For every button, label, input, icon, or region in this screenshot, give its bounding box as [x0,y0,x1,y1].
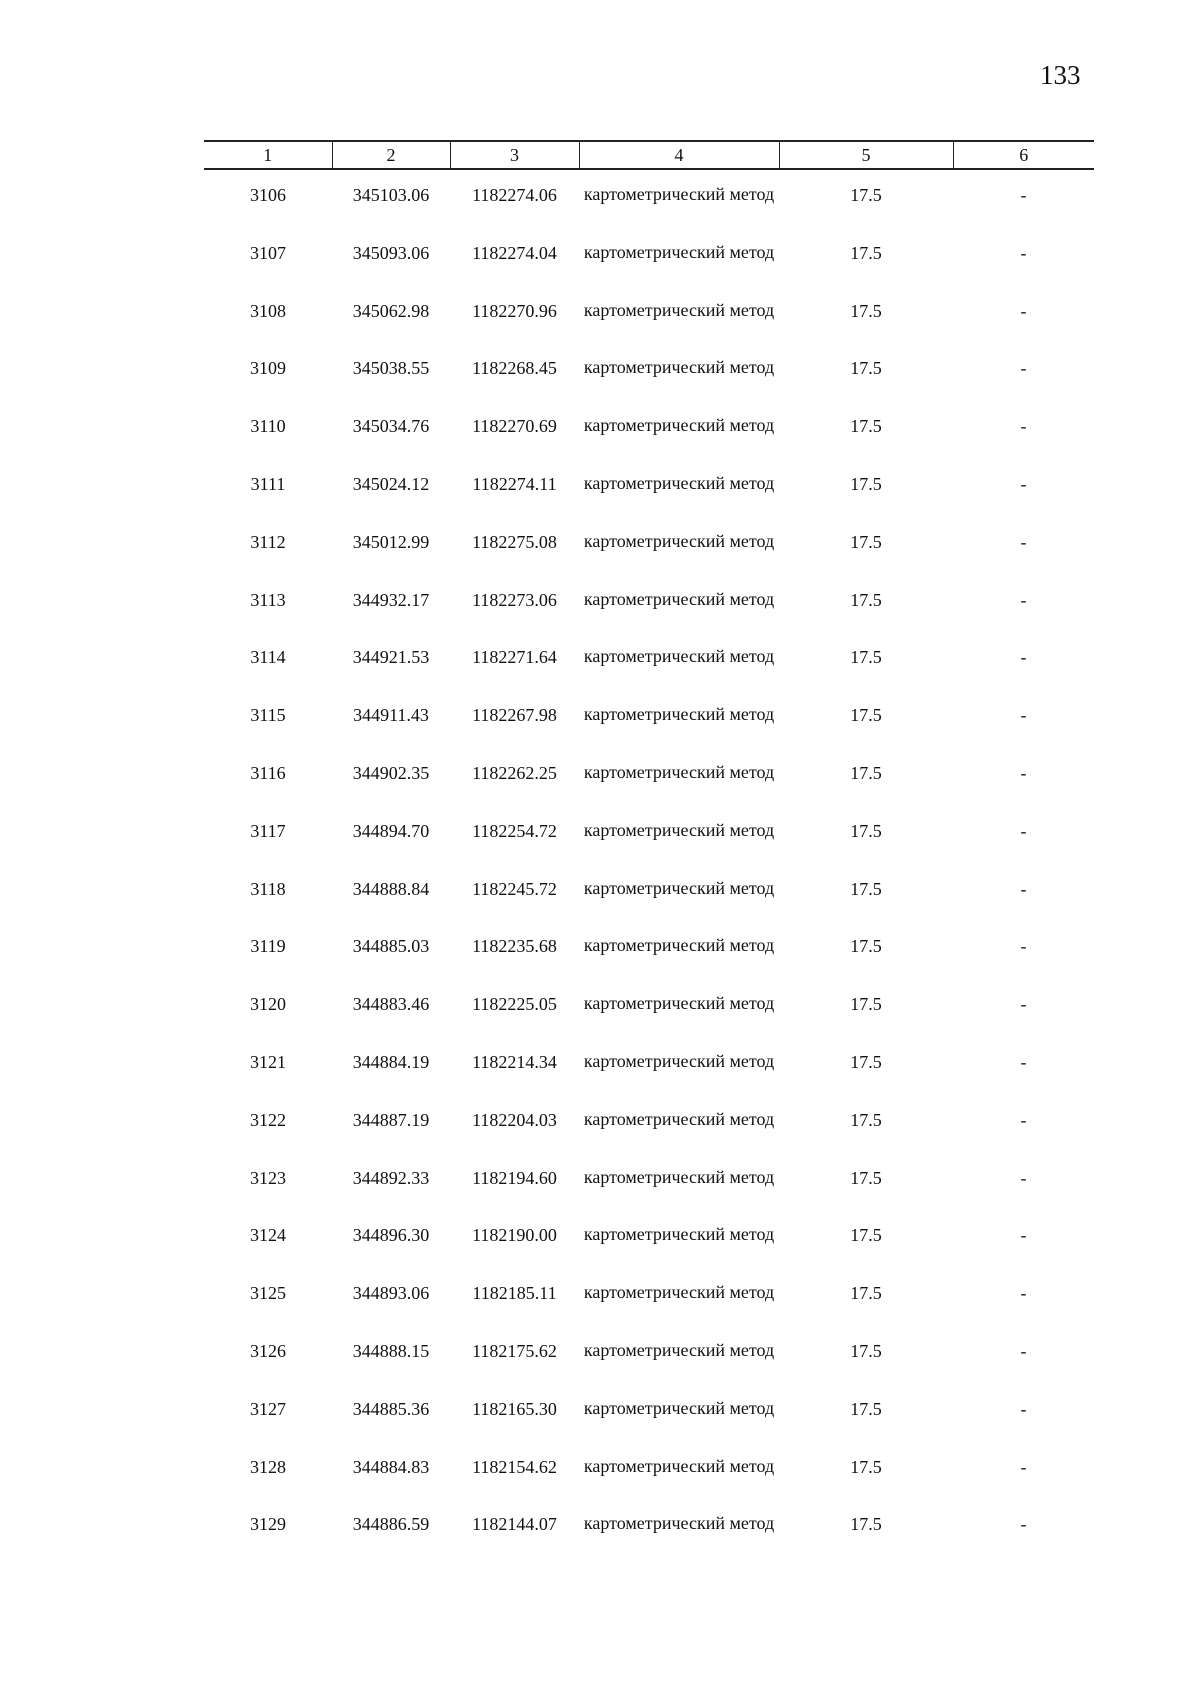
table-header [204,141,1094,186]
column-header-5: 5 [779,141,953,169]
method-text: картометрический метод [583,357,775,378]
point-number-cell: 3112 [250,531,286,552]
table-row [204,1111,1094,1169]
description-cell: - [1020,358,1027,379]
accuracy-cell: 17.5 [850,1283,882,1304]
method-cell [579,417,779,475]
description-cell: - [1020,1340,1027,1361]
point-number-cell: 3117 [250,820,286,841]
description-cell: - [1020,936,1027,957]
point-number-cell: 3120 [250,994,286,1015]
y-coordinate-cell: 1182262.25 [472,762,557,783]
point-number-cell: 3121 [250,1051,286,1072]
x-coordinate-cell: 344884.19 [352,1051,430,1072]
description-cell: - [1020,705,1027,726]
method-cell [579,1339,779,1400]
method-text: картометрический метод [583,415,775,436]
y-coordinate-cell: 1182185.11 [472,1283,557,1304]
point-number-cell: 3124 [250,1225,286,1246]
y-coordinate-cell: 1182165.30 [472,1398,557,1419]
x-coordinate-cell: 345034.76 [352,416,430,437]
description-cell: - [1020,1456,1027,1477]
accuracy-cell: 17.5 [850,473,882,494]
y-coordinate-cell: 1182154.62 [472,1456,557,1477]
table-row [204,359,1094,417]
x-coordinate-cell: 344896.30 [352,1225,430,1246]
method-text: картометрический метод [583,241,775,262]
accuracy-cell: 17.5 [850,820,882,841]
description-cell: - [1020,1051,1027,1072]
x-coordinate-cell: 345012.99 [352,531,430,552]
table-row [204,1515,1094,1573]
y-coordinate-cell: 1182225.05 [472,994,557,1015]
description-cell: - [1020,473,1027,494]
x-coordinate-cell: 345024.12 [352,473,430,494]
description-cell: - [1020,589,1027,610]
y-coordinate-cell: 1182245.72 [472,878,557,899]
table-row [204,648,1094,706]
description-cell: - [1020,1225,1027,1246]
method-text: картометрический метод [583,472,775,493]
x-coordinate-cell: 344911.43 [353,705,429,726]
description-cell: - [1020,185,1027,205]
method-text: картометрический метод [583,588,775,609]
table-row [204,417,1094,475]
method-text: картометрический метод [583,1455,775,1476]
point-number-cell: 3109 [250,358,286,379]
description-cell: - [1020,994,1027,1015]
x-coordinate-cell: 344888.15 [352,1340,430,1361]
accuracy-cell: 17.5 [850,416,882,437]
table-row [204,186,1094,244]
table-row [204,880,1094,938]
method-cell [579,530,779,591]
point-number-cell: 3111 [250,473,286,494]
description-cell: - [1020,1283,1027,1304]
accuracy-cell: 17.5 [850,762,882,783]
point-number-cell: 3119 [250,936,286,957]
x-coordinate-cell: 344888.84 [352,878,430,899]
method-cell [579,937,779,995]
point-number-cell: 3110 [250,416,286,437]
description-cell: - [1020,820,1027,841]
table-row [204,302,1094,360]
accuracy-cell: 17.5 [850,1456,882,1477]
y-coordinate-cell: 1182267.98 [472,705,557,726]
method-cell [579,761,779,822]
method-cell [579,588,779,649]
y-coordinate-cell: 1182175.62 [472,1340,557,1361]
method-text: картометрический метод [583,1282,775,1303]
method-cell [579,1166,779,1227]
method-text: картометрический метод [583,935,775,956]
accuracy-cell: 17.5 [850,1167,882,1188]
method-text: картометрический метод [583,993,775,1014]
y-coordinate-cell: 1182204.03 [472,1109,557,1130]
method-text: картометрический метод [583,761,775,782]
method-text: картометрический метод [583,530,775,551]
table-row [204,1226,1094,1284]
method-cell [579,359,779,417]
method-text: картометрический метод [583,1224,775,1245]
x-coordinate-cell: 344894.70 [352,820,430,841]
method-cell [579,877,779,938]
table-row [204,1169,1094,1227]
description-cell: - [1020,1398,1027,1419]
method-cell [579,241,779,302]
method-text: картометрический метод [583,1339,775,1360]
method-text: картометрический метод [583,877,775,898]
method-text: картометрический метод [583,1108,775,1129]
x-coordinate-cell: 345038.55 [352,358,430,379]
description-cell: - [1020,878,1027,899]
table-row [204,764,1094,822]
description-cell: - [1020,762,1027,783]
table-row [204,706,1094,764]
point-number-cell: 3113 [250,589,286,610]
method-cell [579,1397,779,1458]
accuracy-cell: 17.5 [850,300,882,321]
x-coordinate-cell: 344892.33 [352,1167,430,1188]
x-coordinate-cell: 345103.06 [352,185,430,205]
description-cell: - [1020,242,1027,263]
table-body [204,186,1094,1573]
x-coordinate-cell: 345093.06 [352,242,430,263]
x-coordinate-cell: 344921.53 [352,647,430,668]
accuracy-cell: 17.5 [850,1225,882,1246]
method-cell [579,299,779,360]
y-coordinate-cell: 1182274.11 [472,473,557,494]
point-number-cell: 3127 [250,1398,286,1419]
point-number-cell: 3126 [250,1340,286,1361]
description-cell: - [1020,531,1027,552]
method-cell [579,1515,779,1573]
x-coordinate-cell: 345062.98 [352,300,430,321]
method-cell [579,186,779,244]
description-cell: - [1020,1109,1027,1130]
x-coordinate-cell: 344932.17 [352,589,430,610]
x-coordinate-cell: 344883.46 [352,994,430,1015]
point-number-cell: 3106 [250,185,286,205]
x-coordinate-cell: 344884.83 [352,1456,430,1477]
y-coordinate-cell: 1182270.69 [472,416,557,437]
x-coordinate-cell: 344885.03 [352,936,430,957]
method-cell [579,1226,779,1284]
description-cell: - [1020,1514,1027,1535]
method-text: картометрический метод [583,819,775,840]
method-cell [579,472,779,533]
table-row [204,937,1094,995]
table-row [204,1458,1094,1516]
accuracy-cell: 17.5 [850,705,882,726]
x-coordinate-cell: 344893.06 [352,1283,430,1304]
point-number-cell: 3122 [250,1109,286,1130]
accuracy-cell: 17.5 [850,1340,882,1361]
column-header-2: 2 [332,141,450,169]
y-coordinate-cell: 1182144.07 [472,1514,557,1535]
point-number-cell: 3129 [250,1514,286,1535]
y-coordinate-cell: 1182275.08 [472,531,557,552]
column-header-4: 4 [579,141,779,169]
point-number-cell: 3118 [250,878,286,899]
method-text: картометрический метод [583,1513,775,1534]
table-row [204,1284,1094,1342]
method-cell [579,1284,779,1342]
x-coordinate-cell: 344886.59 [352,1514,430,1535]
y-coordinate-cell: 1182194.60 [472,1167,557,1188]
table-row [204,1342,1094,1400]
y-coordinate-cell: 1182190.00 [472,1225,557,1246]
accuracy-cell: 17.5 [850,878,882,899]
table-row [204,1053,1094,1111]
method-cell [579,648,779,706]
point-number-cell: 3115 [250,705,286,726]
table-row [204,1400,1094,1458]
point-number-cell: 3116 [250,762,286,783]
method-text: картометрический метод [583,1166,775,1187]
x-coordinate-cell: 344902.35 [352,762,430,783]
table-row [204,995,1094,1053]
table-row [204,822,1094,880]
accuracy-cell: 17.5 [850,1514,882,1535]
point-number-cell: 3123 [250,1167,286,1188]
x-coordinate-cell: 344885.36 [352,1398,430,1419]
y-coordinate-cell: 1182254.72 [472,820,557,841]
table-row [204,533,1094,591]
y-coordinate-cell: 1182271.64 [472,647,557,668]
accuracy-cell: 17.5 [850,185,882,205]
method-text: картометрический метод [583,184,775,204]
table-row [204,244,1094,302]
method-cell [579,1050,779,1111]
accuracy-cell: 17.5 [850,936,882,957]
accuracy-cell: 17.5 [850,589,882,610]
accuracy-cell: 17.5 [850,358,882,379]
point-number-cell: 3128 [250,1456,286,1477]
accuracy-cell: 17.5 [850,531,882,552]
accuracy-cell: 17.5 [850,647,882,668]
y-coordinate-cell: 1182273.06 [472,589,557,610]
accuracy-cell: 17.5 [850,1109,882,1130]
point-number-cell: 3125 [250,1283,286,1304]
method-cell [579,706,779,764]
method-cell [579,1455,779,1516]
column-header-1: 1 [204,141,332,169]
description-cell: - [1020,416,1027,437]
point-number-cell: 3107 [250,242,286,263]
y-coordinate-cell: 1182274.06 [472,185,557,205]
table-row [204,591,1094,649]
method-cell [579,1108,779,1169]
method-cell [579,995,779,1053]
accuracy-cell: 17.5 [850,242,882,263]
page-number: 133 [1040,60,1081,90]
y-coordinate-cell: 1182270.96 [472,300,557,321]
method-text: картометрический метод [583,704,775,725]
accuracy-cell: 17.5 [850,1398,882,1419]
description-cell: - [1020,300,1027,321]
description-cell: - [1020,647,1027,668]
y-coordinate-cell: 1182235.68 [472,936,557,957]
x-coordinate-cell: 344887.19 [352,1109,430,1130]
description-cell: - [1020,1167,1027,1188]
method-text: картометрический метод [583,1397,775,1418]
accuracy-cell: 17.5 [850,1051,882,1072]
column-header-6: 6 [953,141,1094,169]
method-text: картометрический метод [583,646,775,667]
table-row [204,475,1094,533]
method-text: картометрический метод [583,1050,775,1071]
accuracy-cell: 17.5 [850,994,882,1015]
y-coordinate-cell: 1182274.04 [472,242,557,263]
y-coordinate-cell: 1182214.34 [472,1051,557,1072]
point-number-cell: 3114 [250,647,286,668]
point-number-cell: 3108 [250,300,286,321]
column-header-3: 3 [450,141,579,169]
coordinates-table [204,140,1094,1573]
method-text: картометрический метод [583,299,775,320]
y-coordinate-cell: 1182268.45 [472,358,557,379]
method-cell [579,819,779,880]
